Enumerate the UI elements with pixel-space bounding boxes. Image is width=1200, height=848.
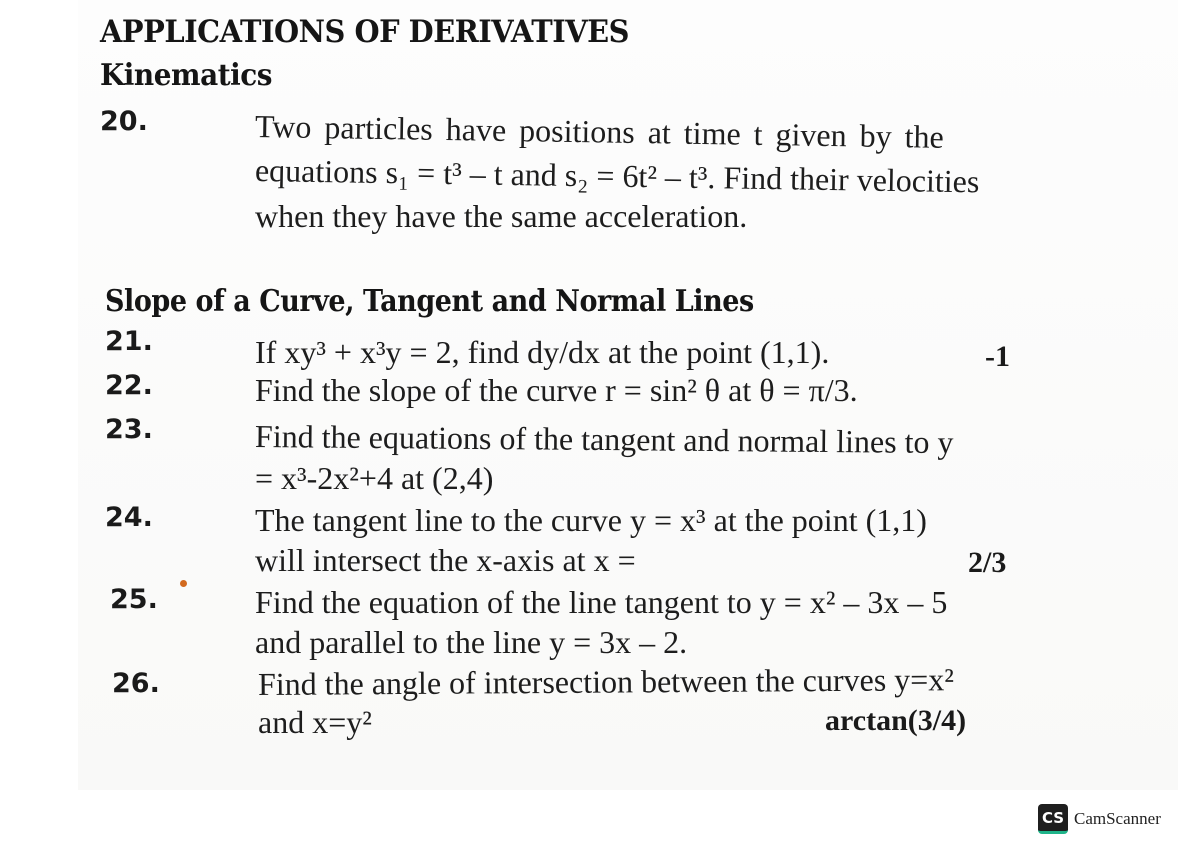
question-21-line-1: If xy³ + x³y = 2, find dy/dx at the point (1,1). xyxy=(255,334,830,370)
question-number-23: 23. xyxy=(105,414,153,445)
question-26-line-2: and x=y² xyxy=(258,704,372,740)
question-24-line-2: will intersect the x-axis at x = xyxy=(255,542,636,578)
question-20-line-2: equations s₁ = t³ – t and s₂ = 6t² – t³. Find their velocities xyxy=(254,152,980,200)
question-number-22: 22. xyxy=(105,370,153,401)
question-number-20: 20. xyxy=(100,106,148,137)
question-20-line-3: when they have the same acceleration. xyxy=(255,198,748,234)
document-title: APPLICATIONS OF DERIVATIVES xyxy=(100,14,629,50)
camscanner-label: CamScanner xyxy=(1074,809,1161,828)
question-21-answer: -1 xyxy=(985,340,1010,373)
question-22-line-1: Find the slope of the curve r = sin² θ at θ = π/3. xyxy=(255,372,858,408)
ink-dot xyxy=(180,580,187,587)
question-23-line-1: Find the equations of the tangent and normal lines to y xyxy=(254,418,954,461)
section-title-kinematics: Kinematics xyxy=(100,58,273,93)
question-23-line-2: = x³-2x²+4 at (2,4) xyxy=(255,460,494,496)
question-24-answer: 2/3 xyxy=(968,546,1007,579)
question-26-line-1: Find the angle of intersection between the curves y=x² xyxy=(257,661,954,702)
question-26-answer: arctan(3/4) xyxy=(825,704,967,737)
question-24-line-1: The tangent line to the curve y = x³ at the point (1,1) xyxy=(255,502,927,538)
question-number-21: 21. xyxy=(105,326,153,357)
question-number-26: 26. xyxy=(112,668,160,699)
question-number-25: 25. xyxy=(110,584,158,615)
question-25-line-1: Find the equation of the line tangent to y = x² – 3x – 5 xyxy=(255,584,948,620)
section-title-slope: Slope of a Curve, Tangent and Normal Lines xyxy=(105,284,754,319)
question-25-line-2: and parallel to the line y = 3x – 2. xyxy=(255,624,688,660)
camscanner-logo-icon: CS xyxy=(1038,804,1068,834)
question-20-line-1: Two particles have positions at time t given by the xyxy=(254,108,945,155)
question-number-24: 24. xyxy=(105,502,153,533)
camscanner-watermark xyxy=(1038,804,1161,834)
